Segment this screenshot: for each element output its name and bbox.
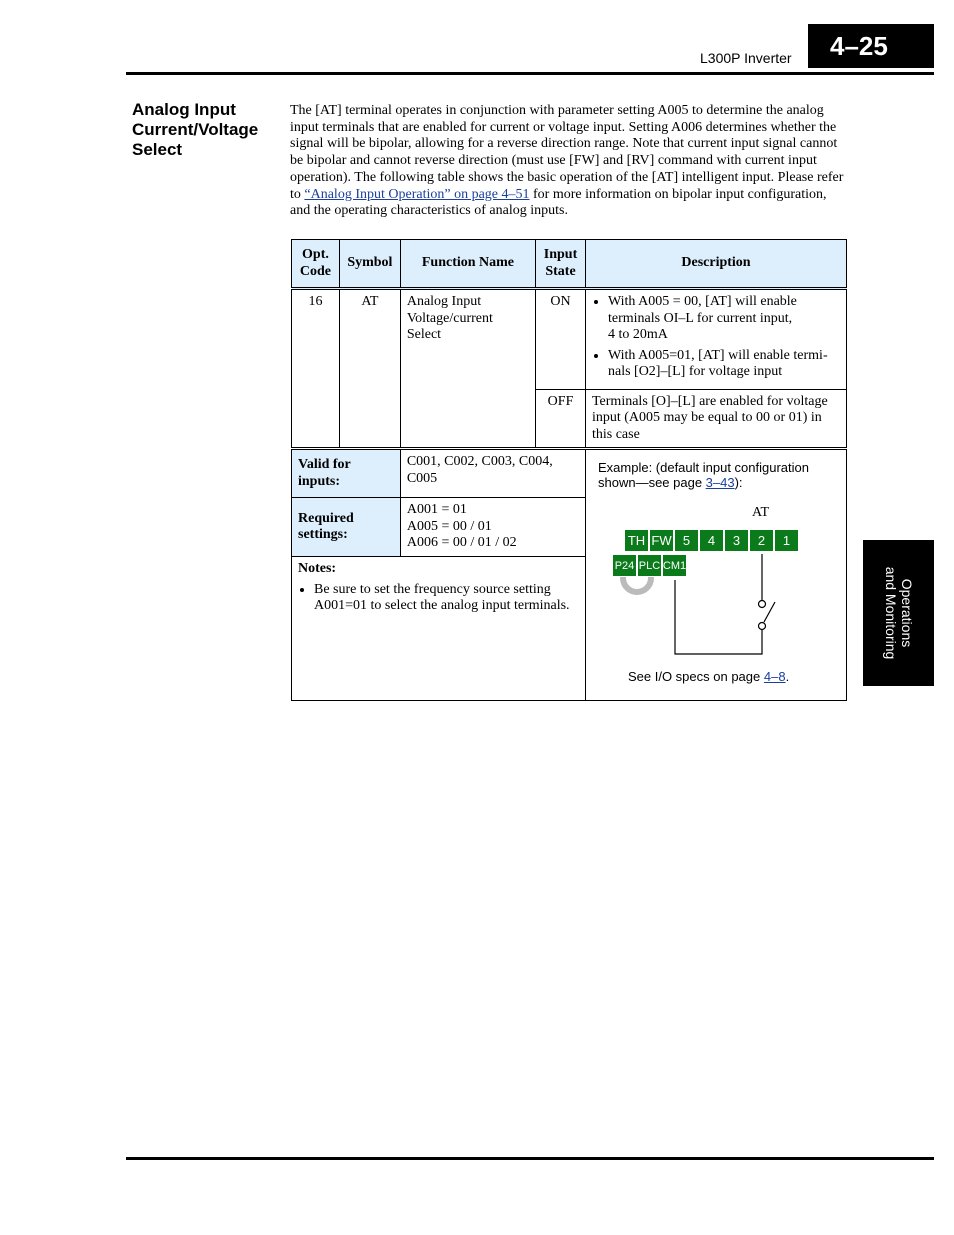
document-title: L300P Inverter	[700, 50, 792, 66]
page-3-43-link[interactable]: 3–43	[705, 475, 735, 490]
terminal-5: 5	[674, 529, 699, 552]
footer-rule	[126, 1157, 934, 1160]
intro-text-1: The [AT] terminal operates in conjunction with parameter setting A005 to determine the analog input terminals that are enabled for current or voltage input. Setting A006 determines whether the signal will be bipolar, allowing for a reverse direction range. Note that current input signal cannot be bipolar and cannot reverse direction (must use [FW] and [RV] command with current input operation). The following table shows the basic operation of the [AT] intelligent input. Please refer to	[290, 103, 844, 202]
at-function-table	[291, 239, 847, 701]
io-specs-note	[628, 669, 838, 684]
page-4-8-link[interactable]: 4–8	[763, 669, 786, 684]
terminal-p24: P24	[612, 554, 637, 577]
header-opt-code: Opt. Code	[292, 240, 340, 289]
analog-input-operation-link[interactable]: “Analog Input Operation” on page 4–51	[304, 186, 530, 202]
on-bullet-1	[608, 294, 840, 344]
section-title-line1: Analog Input	[132, 100, 236, 119]
valid-inputs-value: C001, C002, C003, C004, C005	[400, 449, 585, 498]
terminal-3: 3	[724, 529, 749, 552]
switch-contact-top	[758, 601, 765, 608]
valid-inputs-label: Valid for inputs:	[292, 449, 401, 498]
terminal-1: 1	[774, 529, 799, 552]
on-description	[585, 289, 846, 390]
side-tab-line1: Operations	[898, 578, 915, 648]
example-caption-text: Example: (default input configuration shown—see page	[597, 460, 809, 490]
required-line-3: A006 = 00 / 01 / 02	[406, 535, 517, 551]
on-bullet-2: • With A005=01, [AT] will enable termi-nals [O2]–[L] for voltage input	[608, 348, 840, 381]
off-description: Terminals [O]–[L] are enabled for voltage input (A005 may be equal to 00 or 01) in this case	[585, 389, 846, 449]
example-caption-end: ):	[734, 475, 743, 490]
section-title-line3: Select	[132, 140, 183, 159]
input-state-on: ON	[536, 289, 586, 390]
side-tab-line2: and Monitoring	[882, 566, 899, 660]
notes-cell	[292, 557, 586, 701]
io-specs-end: .	[785, 669, 790, 684]
required-settings-value	[400, 498, 585, 557]
input-state-off: OFF	[536, 389, 586, 449]
intro-text-2: for more information on bipolar input configuration, and the operating characteristics of analog inputs.	[290, 186, 827, 219]
section-title	[132, 100, 282, 160]
switch-contact-bottom	[758, 623, 765, 630]
terminal-plc: PLC	[637, 554, 662, 577]
header-input-state: Input State	[536, 240, 586, 289]
opt-code-cell: 16	[292, 289, 340, 449]
required-line-1: A001 = 01	[406, 502, 467, 518]
terminal-th: TH	[624, 529, 649, 552]
header-rule	[126, 72, 934, 75]
page-number: 4–25	[808, 24, 934, 68]
example-diagram	[586, 450, 845, 700]
io-specs-text: See I/O specs on page	[627, 669, 764, 684]
terminal-cm1: CM1	[662, 554, 687, 577]
header-symbol: Symbol	[339, 240, 400, 289]
required-settings-label: Required settings:	[292, 498, 401, 557]
section-title-line2: Current/Voltage	[132, 120, 259, 139]
intro-paragraph	[290, 103, 850, 220]
notes-item: • Be sure to set the frequency source setting A001=01 to select the analog input terminals.	[314, 582, 579, 615]
on-bullet-1-range: 4 to 20mA	[607, 327, 668, 342]
notes-label: Notes:	[298, 561, 337, 577]
common-wire	[675, 580, 762, 654]
at-label: AT	[751, 505, 770, 520]
on-bullet-1-text: With A005 = 00, [AT] will enable terminals OI–L for current input,	[607, 294, 797, 326]
terminal-2: 2	[749, 529, 774, 552]
symbol-cell: AT	[339, 289, 400, 449]
terminal-fw: FW	[649, 529, 674, 552]
header-description: Description	[585, 240, 846, 289]
terminal-4: 4	[699, 529, 724, 552]
required-line-2: A005 = 00 / 01	[406, 518, 492, 534]
example-diagram-cell	[585, 449, 846, 701]
function-name-cell: Analog Input Voltage/current Select	[400, 289, 535, 449]
header-function-name: Function Name	[400, 240, 535, 289]
chapter-side-tab[interactable]	[863, 540, 934, 686]
